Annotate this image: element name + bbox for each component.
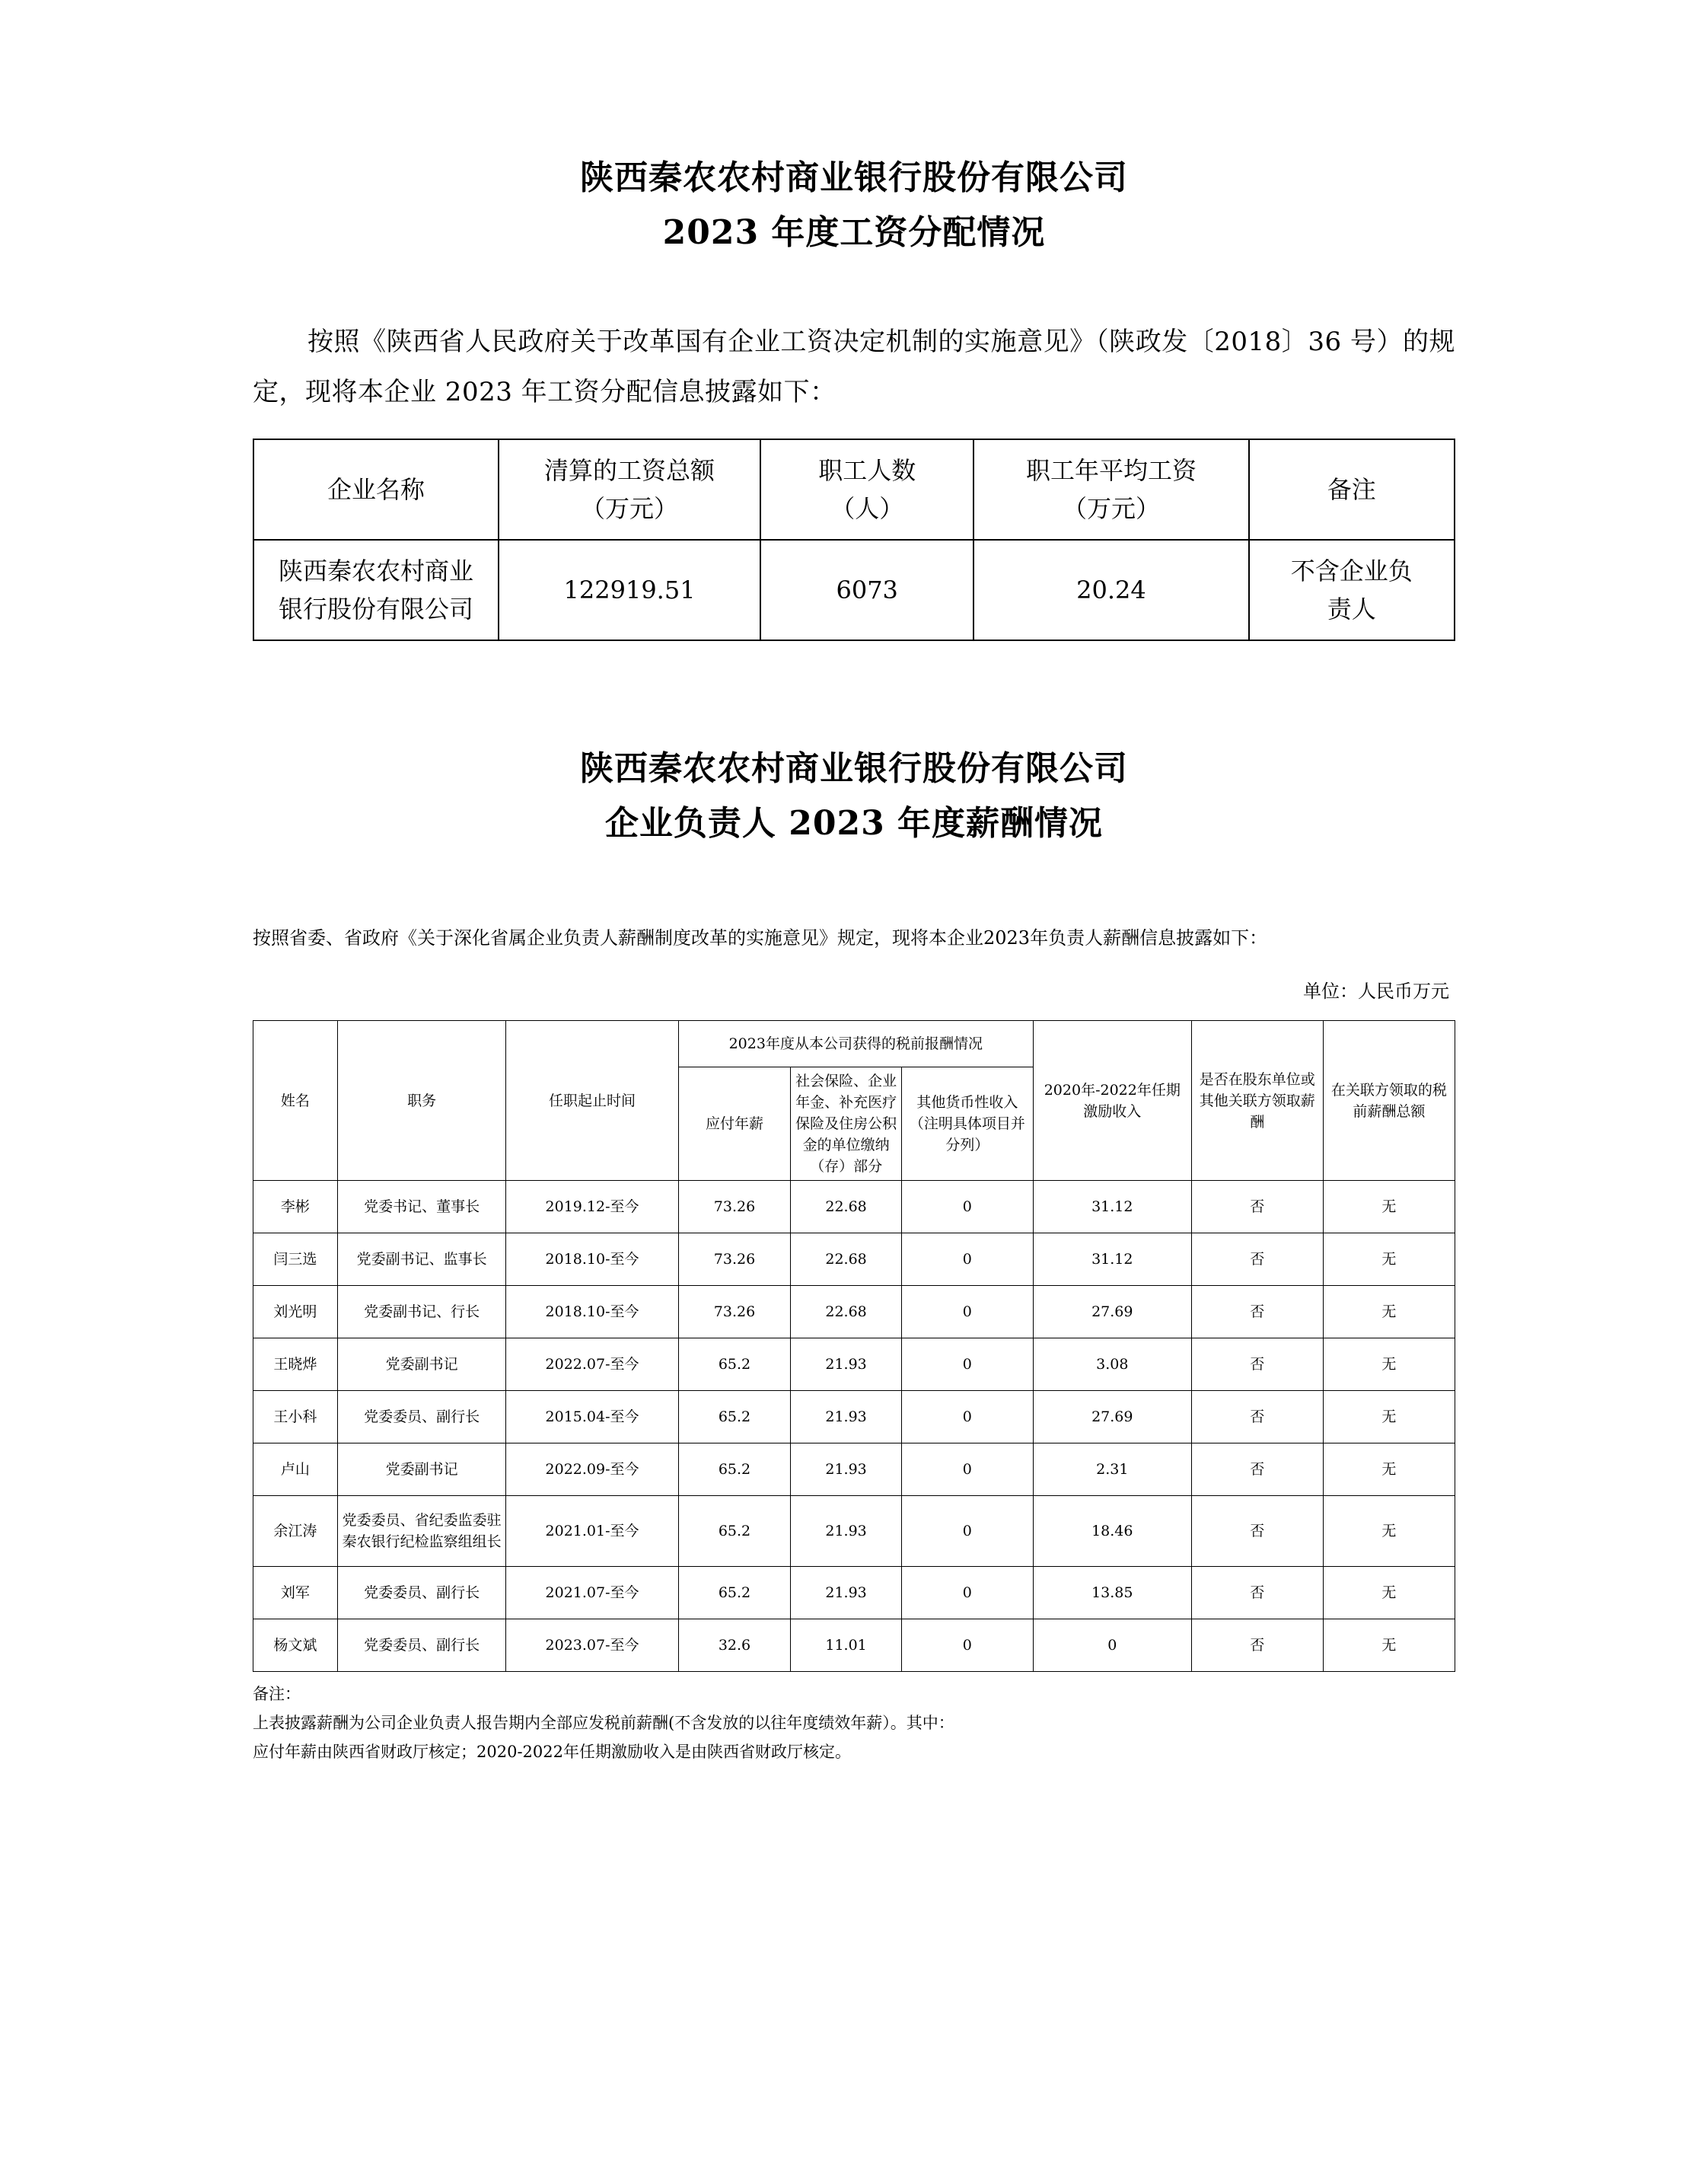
cell-social-insurance: 21.93 (791, 1567, 901, 1619)
cell-incentive: 27.69 (1033, 1286, 1191, 1338)
cell-other-income: 0 (901, 1181, 1033, 1233)
cell-shareholder-pay: 否 (1191, 1181, 1323, 1233)
th2-tenure: 任职起止时间 (506, 1021, 678, 1181)
th2-annual-salary: 应付年薪 (678, 1067, 791, 1181)
table1-header-row (253, 439, 1455, 540)
cell-name: 王晓烨 (253, 1338, 338, 1391)
cell-annual-salary: 73.26 (678, 1181, 791, 1233)
cell-tenure: 2023.07-至今 (506, 1619, 678, 1672)
th-avg-wage (973, 439, 1248, 540)
cell-annual-salary: 65.2 (678, 1496, 791, 1567)
cell-position: 党委副书记、行长 (337, 1286, 506, 1338)
section2-title (253, 641, 1455, 851)
cell-other-income: 0 (901, 1391, 1033, 1443)
table2-header-row-1 (253, 1021, 1455, 1067)
th2-name: 姓名 (253, 1021, 338, 1181)
cell-name: 余江涛 (253, 1496, 338, 1567)
cell-social-insurance: 22.68 (791, 1233, 901, 1286)
cell-tenure: 2015.04-至今 (506, 1391, 678, 1443)
cell-other-income: 0 (901, 1619, 1033, 1672)
cell-position: 党委委员、副行长 (337, 1567, 506, 1619)
cell-related-party-total: 无 (1323, 1619, 1455, 1672)
cell-name: 闫三选 (253, 1233, 338, 1286)
cell-related-party-total: 无 (1323, 1181, 1455, 1233)
cell-shareholder-pay: 否 (1191, 1496, 1323, 1567)
section1-title-line1: 陕西秦农农村商业银行股份有限公司 (580, 158, 1128, 197)
cell-other-income: 0 (901, 1443, 1033, 1496)
cell-position: 党委委员、省纪委监委驻秦农银行纪检监察组组长 (337, 1496, 506, 1567)
cell-name: 王小科 (253, 1391, 338, 1443)
cell-position: 党委副书记、监事长 (337, 1233, 506, 1286)
cell-tenure: 2022.07-至今 (506, 1338, 678, 1391)
cell-other-income: 0 (901, 1338, 1033, 1391)
cell-position: 党委书记、董事长 (337, 1181, 506, 1233)
th2-group-pretax-compensation: 2023年度从本公司获得的税前报酬情况 (678, 1021, 1033, 1067)
cell-related-party-total: 无 (1323, 1443, 1455, 1496)
cell-name: 杨文斌 (253, 1619, 338, 1672)
td-remark (1249, 540, 1455, 640)
cell-other-income: 0 (901, 1233, 1033, 1286)
cell-position: 党委委员、副行长 (337, 1619, 506, 1672)
cell-related-party-total: 无 (1323, 1567, 1455, 1619)
section2-title-line1: 陕西秦农农村商业银行股份有限公司 (580, 749, 1128, 788)
cell-tenure: 2018.10-至今 (506, 1233, 678, 1286)
th2-incentive: 2020年-2022年任期激励收入 (1033, 1021, 1191, 1181)
th-employee-count-l1: 职工人数 (818, 456, 916, 485)
cell-annual-salary: 65.2 (678, 1443, 791, 1496)
th-avg-wage-l2: （万元） (1062, 494, 1160, 523)
cell-incentive: 18.46 (1033, 1496, 1191, 1567)
currency-unit-label: 单位：人民币万元 (1303, 981, 1449, 1002)
cell-incentive: 27.69 (1033, 1391, 1191, 1443)
table-row (253, 1181, 1455, 1233)
cell-tenure: 2018.10-至今 (506, 1286, 678, 1338)
td-company-name-l2: 银行股份有限公司 (278, 595, 473, 624)
cell-related-party-total: 无 (1323, 1338, 1455, 1391)
cell-annual-salary: 73.26 (678, 1286, 791, 1338)
cell-incentive: 13.85 (1033, 1567, 1191, 1619)
th-company-name-l1: 企业名称 (327, 475, 425, 504)
section1-paragraph-text: 按照《陕西省人民政府关于改革国有企业工资决定机制的实施意见》（陕政发〔2018〕36 号）的规定，现将本企业 2023 年工资分配信息披露如下： (253, 327, 1455, 407)
table-row (253, 1496, 1455, 1567)
cell-other-income: 0 (901, 1496, 1033, 1567)
cell-incentive: 0 (1033, 1619, 1191, 1672)
th-company-name (253, 439, 499, 540)
cell-incentive: 31.12 (1033, 1181, 1191, 1233)
cell-name: 刘光明 (253, 1286, 338, 1338)
table-row (253, 1391, 1455, 1443)
table-footnotes (253, 1680, 1455, 1766)
th-total-wage-l2: （万元） (581, 494, 679, 523)
cell-social-insurance: 21.93 (791, 1496, 901, 1567)
td-remark-l2: 责人 (1327, 595, 1376, 624)
cell-annual-salary: 65.2 (678, 1338, 791, 1391)
section1-title (253, 0, 1455, 260)
section2-title-line2: 企业负责人 2023 年度薪酬情况 (604, 804, 1104, 843)
th2-other-income: 其他货币性收入（注明具体项目并分列） (901, 1067, 1033, 1181)
cell-other-income: 0 (901, 1286, 1033, 1338)
th-employee-count (760, 439, 973, 540)
th-remark-l1: 备注 (1327, 475, 1376, 504)
cell-tenure: 2021.07-至今 (506, 1567, 678, 1619)
td-total-wage: 122919.51 (499, 540, 760, 640)
table-row (253, 1443, 1455, 1496)
td-avg-wage: 20.24 (973, 540, 1248, 640)
th-employee-count-l2: （人） (830, 494, 904, 523)
cell-tenure: 2021.01-至今 (506, 1496, 678, 1567)
footnote-label: 备注： (253, 1685, 301, 1703)
section1-paragraph (253, 317, 1455, 417)
th-avg-wage-l1: 职工年平均工资 (1025, 456, 1197, 485)
cell-social-insurance: 21.93 (791, 1391, 901, 1443)
th2-related-party-total: 在关联方领取的税前薪酬总额 (1323, 1021, 1455, 1181)
th2-shareholder-pay: 是否在股东单位或其他关联方领取薪酬 (1191, 1021, 1323, 1181)
cell-social-insurance: 22.68 (791, 1181, 901, 1233)
cell-position: 党委副书记 (337, 1338, 506, 1391)
cell-incentive: 2.31 (1033, 1443, 1191, 1496)
executive-compensation-table (253, 1020, 1455, 1672)
cell-incentive: 31.12 (1033, 1233, 1191, 1286)
table-row (253, 1567, 1455, 1619)
cell-tenure: 2019.12-至今 (506, 1181, 678, 1233)
cell-annual-salary: 32.6 (678, 1619, 791, 1672)
cell-related-party-total: 无 (1323, 1391, 1455, 1443)
th-total-wage (499, 439, 760, 540)
cell-annual-salary: 65.2 (678, 1567, 791, 1619)
td-remark-l1: 不含企业负 (1290, 557, 1413, 585)
cell-incentive: 3.08 (1033, 1338, 1191, 1391)
cell-social-insurance: 21.93 (791, 1443, 901, 1496)
table-row (253, 1338, 1455, 1391)
cell-shareholder-pay: 否 (1191, 1567, 1323, 1619)
cell-shareholder-pay: 否 (1191, 1338, 1323, 1391)
table1-data-row (253, 540, 1455, 640)
cell-annual-salary: 65.2 (678, 1391, 791, 1443)
cell-social-insurance: 22.68 (791, 1286, 901, 1338)
cell-shareholder-pay: 否 (1191, 1286, 1323, 1338)
footnote-line-1: 上表披露薪酬为公司企业负责人报告期内全部应发税前薪酬(不含发放的以往年度绩效年薪）。其中： (253, 1714, 954, 1732)
footnote-line-2: 应付年薪由陕西省财政厅核定；2020-2022年任期激励收入是由陕西省财政厅核定。 (253, 1743, 851, 1761)
cell-social-insurance: 11.01 (791, 1619, 901, 1672)
td-company-name (253, 540, 499, 640)
table-row (253, 1619, 1455, 1672)
th2-social-insurance: 社会保险、企业年金、补充医疗保险及住房公积金的单位缴纳（存）部分 (791, 1067, 901, 1181)
cell-shareholder-pay: 否 (1191, 1391, 1323, 1443)
cell-annual-salary: 73.26 (678, 1233, 791, 1286)
cell-shareholder-pay: 否 (1191, 1619, 1323, 1672)
wage-distribution-table (253, 439, 1455, 641)
td-employee-count: 6073 (760, 540, 973, 640)
cell-position: 党委委员、副行长 (337, 1391, 506, 1443)
th-remark (1249, 439, 1455, 540)
table-row (253, 1233, 1455, 1286)
cell-related-party-total: 无 (1323, 1496, 1455, 1567)
cell-shareholder-pay: 否 (1191, 1443, 1323, 1496)
td-company-name-l1: 陕西秦农农村商业 (278, 557, 473, 585)
cell-social-insurance: 21.93 (791, 1338, 901, 1391)
cell-shareholder-pay: 否 (1191, 1233, 1323, 1286)
cell-related-party-total: 无 (1323, 1233, 1455, 1286)
cell-name: 李彬 (253, 1181, 338, 1233)
section1-title-line2: 2023 年度工资分配情况 (662, 213, 1046, 252)
cell-name: 刘军 (253, 1567, 338, 1619)
cell-name: 卢山 (253, 1443, 338, 1496)
cell-other-income: 0 (901, 1567, 1033, 1619)
table-row (253, 1286, 1455, 1338)
cell-tenure: 2022.09-至今 (506, 1443, 678, 1496)
section2-paragraph: 按照省委、省政府《关于深化省属企业负责人薪酬制度改革的实施意见》规定，现将本企业2023年负责人薪酬信息披露如下： (253, 927, 1268, 949)
cell-related-party-total: 无 (1323, 1286, 1455, 1338)
th2-position: 职务 (337, 1021, 506, 1181)
th-total-wage-l1: 清算的工资总额 (544, 456, 715, 485)
cell-position: 党委副书记 (337, 1443, 506, 1496)
